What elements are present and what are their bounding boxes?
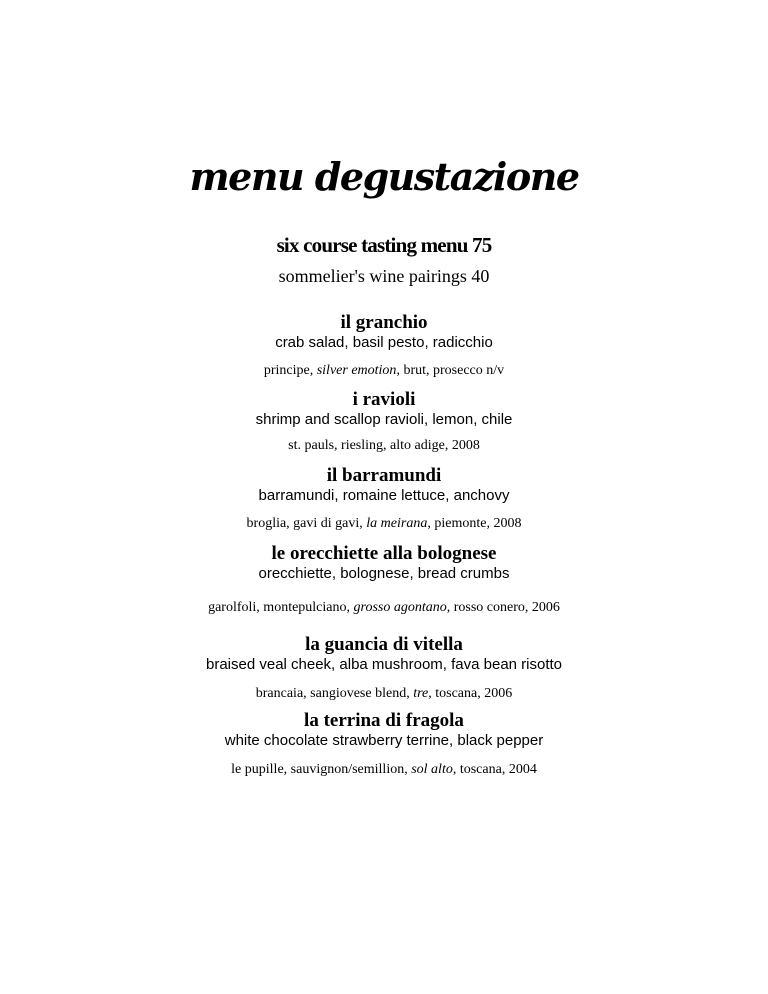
wine-text: , toscana, 2006 (428, 686, 513, 701)
course-description: white chocolate strawberry terrine, black pepper (224, 732, 544, 749)
wine-label-name: silver emotion (316, 363, 397, 378)
wine-label-name: grosso agontano (353, 600, 447, 615)
course-name: i ravioli (352, 389, 416, 410)
course-description: orecchiette, bolognese, bread crumbs (258, 565, 510, 582)
tasting-menu-price: six course tasting menu 75 (276, 233, 492, 257)
wine-label-name: tre (413, 686, 429, 701)
course-name: le orecchiette alla bolognese (271, 543, 497, 564)
wine-text: le pupille, sauvignon/semillion, (231, 762, 412, 777)
wine-label-name: sol alto (411, 762, 453, 777)
wine-text: garolfoli, montepulciano, (208, 600, 354, 615)
course-name: il barramundi (326, 465, 442, 486)
course-description: barramundi, romaine lettuce, anchovy (258, 487, 510, 504)
wine-label-name: la meirana (366, 516, 428, 531)
course-name: il granchio (340, 312, 428, 333)
course-description: shrimp and scallop ravioli, lemon, chile (255, 411, 513, 428)
wine-pairings-price: sommelier's wine pairings 40 (278, 266, 490, 286)
wine-text: principe, (263, 363, 317, 378)
course-item (0, 389, 768, 455)
wine-text: , rosso conero, 2006 (446, 600, 560, 615)
course-item (0, 710, 768, 779)
course-item (0, 312, 768, 380)
course-wine (0, 761, 768, 779)
course-item (0, 465, 768, 533)
course-wine (0, 362, 768, 380)
course-wine (0, 685, 768, 703)
course-description: crab salad, basil pesto, radicchio (275, 334, 493, 351)
course-wine (0, 437, 768, 455)
course-wine (0, 515, 768, 533)
course-item (0, 634, 768, 703)
wine-text: st. pauls, riesling, alto adige, 2008 (288, 438, 480, 453)
wine-text: brancaia, sangiovese blend, (255, 686, 414, 701)
wine-text: , toscana, 2004 (452, 762, 537, 777)
wine-text: broglia, gavi di gavi, (246, 516, 367, 531)
wine-text: , brut, prosecco n/v (396, 363, 505, 378)
course-item (0, 543, 768, 617)
course-name: la guancia di vitella (305, 634, 463, 655)
course-name: la terrina di fragola (304, 710, 464, 731)
wine-text: , piemonte, 2008 (427, 516, 522, 531)
menu-title: menu degustazione (189, 154, 579, 199)
course-description: braised veal cheek, alba mushroom, fava bean risotto (205, 656, 563, 673)
course-wine (0, 599, 768, 617)
